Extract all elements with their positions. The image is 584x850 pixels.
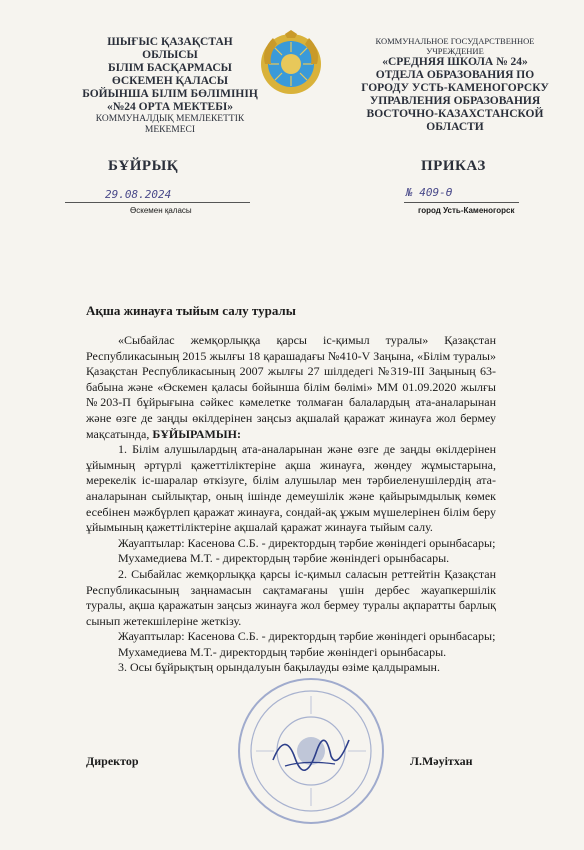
header-left-kazakh: [70, 36, 270, 136]
body-intro-paragraph: [86, 333, 496, 442]
responsible-1b: Мухамедиева М.Т. - директордың тәрбие жөніндегі орынбасары.: [118, 551, 450, 566]
header-right-line: УЧРЕЖДЕНИЕ: [426, 46, 484, 56]
header-right-russian: [360, 36, 550, 134]
date-underline: [65, 202, 250, 203]
body-item-3: 3. Осы бұйрықтың орындалуын бақылауды өзіме қалдырамын.: [118, 660, 440, 675]
order-body: [86, 333, 496, 676]
city-kazakh: Өскемен қаласы: [130, 206, 192, 215]
body-item-1: 1. Білім алушылардың ата-аналарынан және өзге де заңды өкілдерінен ұйымның әртүрлі қажеттіліктеріне ақша жинауға, жөндеу жұмыстарына, мерекелік іс-шаралар өткізуге, білім алушылар мен тәрбиеленушілердің ата-аналарынан сыйлықтар, оның ішінде демеушілік және қайырымдылық көмек есебінен мәжбүрлеп қаражат жинауға, сондай-ақ ұжым мүшелерінен білім беру ұйымының қажеттіліктеріне ақшалай қаражат жинауға тыйым салу.: [86, 442, 496, 535]
header-right-line: ГОРОДУ УСТЬ-КАМЕНОГОРСКУ: [361, 82, 549, 94]
responsible-2a: Жауаптылар: Касенова С.Б. - директордың тәрбие жөніндегі орынбасары;: [118, 629, 496, 644]
header-right-line: ВОСТОЧНО-КАЗАХСТАНСКОЙ: [366, 108, 544, 120]
signature-icon: [265, 720, 355, 780]
responsible-2b: Мухамедиева М.Т.- директордың тәрбие жөніндегі орынбасары.: [118, 644, 447, 659]
header-left-line: БОЙЫНША БІЛІМ БӨЛІМІНІҢ: [82, 88, 258, 100]
number-underline: [404, 202, 519, 203]
header-left-line: БІЛІМ БАСҚАРМАСЫ: [108, 62, 232, 74]
state-emblem-icon: [259, 30, 323, 100]
header-right-line: ОБЛАСТИ: [426, 121, 484, 133]
header-left-line: ШЫҒЫС ҚАЗАҚСТАН: [107, 36, 233, 48]
director-name: Л.Мәуітхан: [410, 754, 473, 768]
order-date: 29.08.2024: [105, 188, 172, 201]
city-russian: город Усть-Каменогорск: [418, 206, 515, 215]
title-order-kazakh: БҰЙРЫҚ: [108, 158, 179, 174]
header-right-line: ОТДЕЛА ОБРАЗОВАНИЯ ПО: [375, 69, 535, 81]
body-item-2: 2. Сыбайлас жемқорлыққа қарсы іс-қимыл саласын реттейтін Қазақстан Республикасының заңнамасын сақтамағаны үшін дербес жауапкершілік туралы, ақша қаражатын заңсыз жинауға жол бермеу туралы ақпаратты барлық сынып жетекшілеріне жеткізу.: [86, 566, 496, 628]
director-label: Директор: [86, 754, 139, 768]
header-left-line: КОММУНАЛДЫҚ МЕМЛЕКЕТТІК: [95, 114, 245, 124]
header-right-line: «СРЕДНЯЯ ШКОЛА № 24»: [382, 56, 528, 68]
responsible-1a: Жауаптылар: Касенова С.Б. - директордың тәрбие жөніндегі орынбасары;: [118, 535, 496, 550]
header-left-line: «№24 ОРТА МЕКТЕБІ»: [106, 101, 234, 113]
header-left-line: ОБЛЫСЫ: [142, 49, 198, 61]
order-subject: Ақша жинауға тыйым салу туралы: [86, 303, 296, 318]
body-intro-text: «Сыбайлас жемқорлыққа қарсы іс-қимыл туралы» Қазақстан Республикасының 2015 жылғы 18 қарашадағы №410-V Заңына, «Білім туралы» Қазақстан Республикасының 2007 жылғы 27 шілдедегі №319-III Заңының 63-бабына және «Өскемен қаласы бойынша білім бөлімі» ММ 01.09.2020 жылғы №203-П бұйрығына сәйкес кәмелетке толмаған балалардың ата-аналарынан және өзге де заңды өкілдерінен заңсыз ақшалай қаражат жинауға жол бермеу мақсатында,: [86, 333, 496, 441]
header-left-line: ӨСКЕМЕН ҚАЛАСЫ: [111, 75, 229, 87]
order-number: № 409-Ө: [406, 186, 453, 199]
header-left-line: МЕКЕМЕСІ: [144, 125, 196, 135]
title-order-russian: ПРИКАЗ: [421, 158, 486, 174]
header-right-line: УПРАВЛЕНИЯ ОБРАЗОВАНИЯ: [369, 95, 541, 107]
order-word: БҰЙЫРАМЫН:: [152, 426, 241, 441]
header-right-line: КОММУНАЛЬНОЕ ГОСУДАРСТВЕННОЕ: [375, 36, 535, 46]
